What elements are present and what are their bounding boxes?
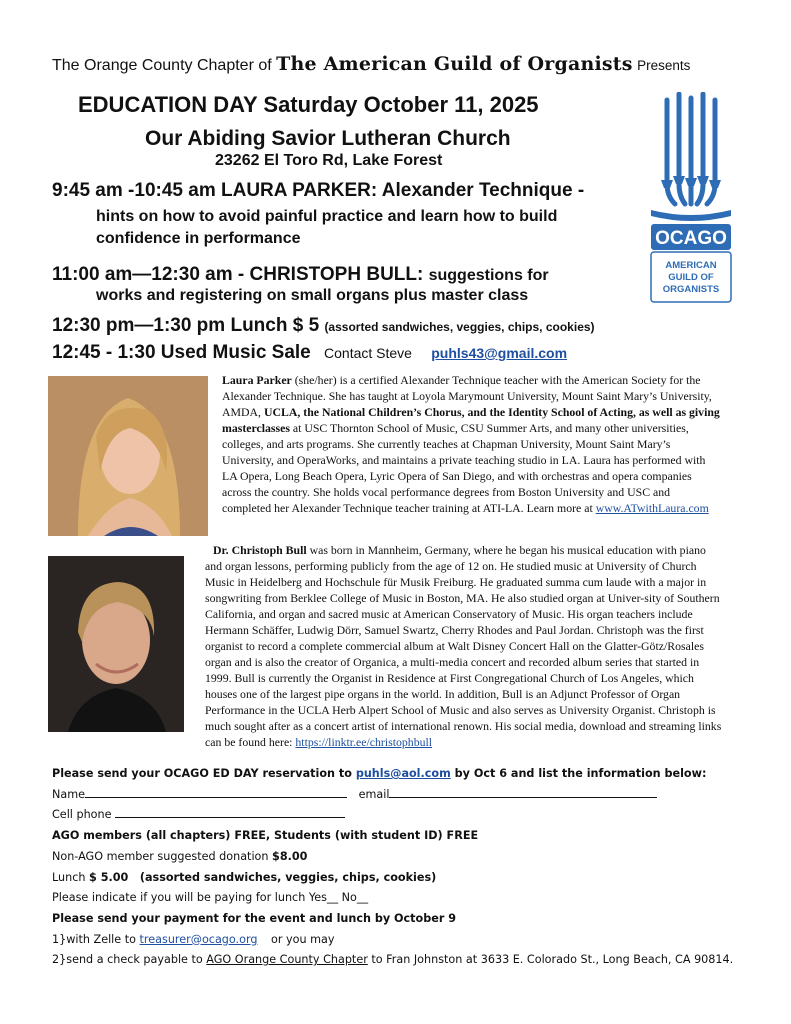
cell-row xyxy=(52,805,752,826)
cell-blank[interactable] xyxy=(115,805,345,818)
logo-acronym: OCAGO xyxy=(655,228,727,249)
guild-name: The American Guild of Organists xyxy=(276,53,633,75)
email-blank[interactable] xyxy=(389,785,657,798)
reservation-email-link[interactable]: puhls@aol.com xyxy=(355,767,451,780)
zelle-email-link[interactable]: treasurer@ocago.org xyxy=(139,932,258,946)
logo-line1: AMERICAN xyxy=(665,260,717,271)
schedule-detail-bull: works and registering on small organs plus master class xyxy=(96,287,529,304)
organ-pipes-icon xyxy=(645,92,737,308)
name-email-row xyxy=(52,785,752,806)
christoph-bull-photo xyxy=(48,556,184,732)
church-name: Our Abiding Savior Lutheran Church xyxy=(145,127,511,150)
schedule-item-parker: 9:45 am -10:45 am LAURA PARKER: Alexander Technique - xyxy=(52,180,585,201)
christoph-linktree-link[interactable]: https://linktr.ee/christophbull xyxy=(295,735,433,749)
laura-website-link[interactable]: www.ATwithLaura.com xyxy=(595,501,709,515)
nonmember-row: Non-AGO member suggested donation $8.00 xyxy=(52,849,308,863)
logo-line2: GUILD OF xyxy=(668,272,714,283)
cell-label: Cell phone xyxy=(52,808,112,822)
contact-email-link[interactable]: puhls43@gmail.com xyxy=(431,345,568,361)
form-intro: Please send your OCAGO ED DAY reservation to puhls@aol.com by Oct 6 and list the information below: xyxy=(52,767,707,780)
header-line xyxy=(52,53,712,75)
schedule-item-lunch: 12:30 pm—1:30 pm Lunch $ 5 (assorted sandwiches, veggies, chips, cookies) xyxy=(52,315,595,336)
lunch-row: Lunch $ 5.00 (assorted sandwiches, veggies, chips, cookies) xyxy=(52,870,437,884)
header-prefix: The Orange County Chapter of xyxy=(52,57,272,74)
schedule-detail-parker: hints on how to avoid painful practice and learn how to build confidence in performance xyxy=(96,208,558,247)
event-title: EDUCATION DAY Saturday October 11, 2025 xyxy=(78,92,539,117)
christoph-bull-bio: Dr. Christoph Bull was born in Mannheim, Germany, where he began his musical education with piano and organ lessons, performing publicly from the age of 12 on. He studied music at University of Church Music in Heidelberg and Hochschule für Musik Freiburg. He graduated summa cum laude with a major in songwriting from Berklee College of Music in Boston, MA. He also studied organ at Univer-sity of Southern California, and organ and sacred music at American Conservatory of Music. His organ teachers include Hermann Schäffer, Ludwig Dörr, Samuel Swartz, Cherry Rhodes and Paul Jordan. Christoph was the first organist to record a complete commercial album at Walt Disney Concert Hall on the Glatter-Götz/Rosales organ and is also the creator of Organica, a multi-media concert and recorded album series that started in 1999. Bull is currently the Organist in Residence at First Congregational Church of Los Angeles, which houses one of the largest pipe organs in the world. In addition, Bull is an Adjunct Professor of Organ Performance in the UCLA Herb Alpert School of Music and also serves as University Organist. Christoph is much sought after as a concert artist of international renown. His social media, download and streaming links can be found here: https://linktr.ee/christophbull xyxy=(205,543,722,749)
laura-parker-photo xyxy=(48,376,208,536)
lunch-question: Please indicate if you will be paying for lunch Yes__ No__ xyxy=(52,891,369,905)
email-label: email xyxy=(358,787,390,801)
schedule-item-music-sale: 12:45 - 1:30 Used Music Sale Contact Steve puhls43@gmail.com xyxy=(52,342,568,363)
reservation-form xyxy=(52,764,752,971)
laura-parker-bio: Laura Parker (she/her) is a certified Alexander Technique teacher with the American Society for the Alexander Technique. She has taught at Loyola Marymount University, Mount Saint Mary’s University, AMDA, UCLA, the National Children’s Chorus, and the Identity School of Acting, as well as giving masterclasses at USC Thornton School of Music, CSU Summer Arts, and many other universities, colleges, and arts programs. She currently teaches at Chapman University, Mount Saint Mary’s University, and OperaWorks, and maintains a private teaching studio in LA. Laura has performed with LA Opera, Long Beach Opera, Lyric Opera of San Diego, and with orchestras and opera companies across the country. She holds vocal performance degrees from Boston University and USC and completed her Alexander Technique teacher training at ATI-LA. Learn more at www.ATwithLaura.com xyxy=(222,373,720,515)
church-address: 23262 El Toro Rd, Lake Forest xyxy=(215,152,443,169)
members-free: AGO members (all chapters) FREE, Students (with student ID) FREE xyxy=(52,829,479,843)
payment-heading: Please send your payment for the event and lunch by October 9 xyxy=(52,911,457,925)
ocago-logo xyxy=(645,92,737,308)
logo-line3: ORGANISTS xyxy=(662,284,720,295)
header-suffix: Presents xyxy=(637,58,691,73)
name-label: Name xyxy=(52,787,86,801)
zelle-row: 1}with Zelle to treasurer@ocago.org or you may xyxy=(52,932,335,946)
check-payee: AGO Orange County Chapter xyxy=(206,953,368,967)
name-blank[interactable] xyxy=(85,785,347,798)
check-row: 2}send a check payable to AGO Orange County Chapter to Fran Johnston at 3633 E. Colorado St., Long Beach, CA 90814. xyxy=(52,953,734,967)
schedule-item-bull: 11:00 am—12:30 am - CHRISTOPH BULL: suggestions for xyxy=(52,264,549,285)
